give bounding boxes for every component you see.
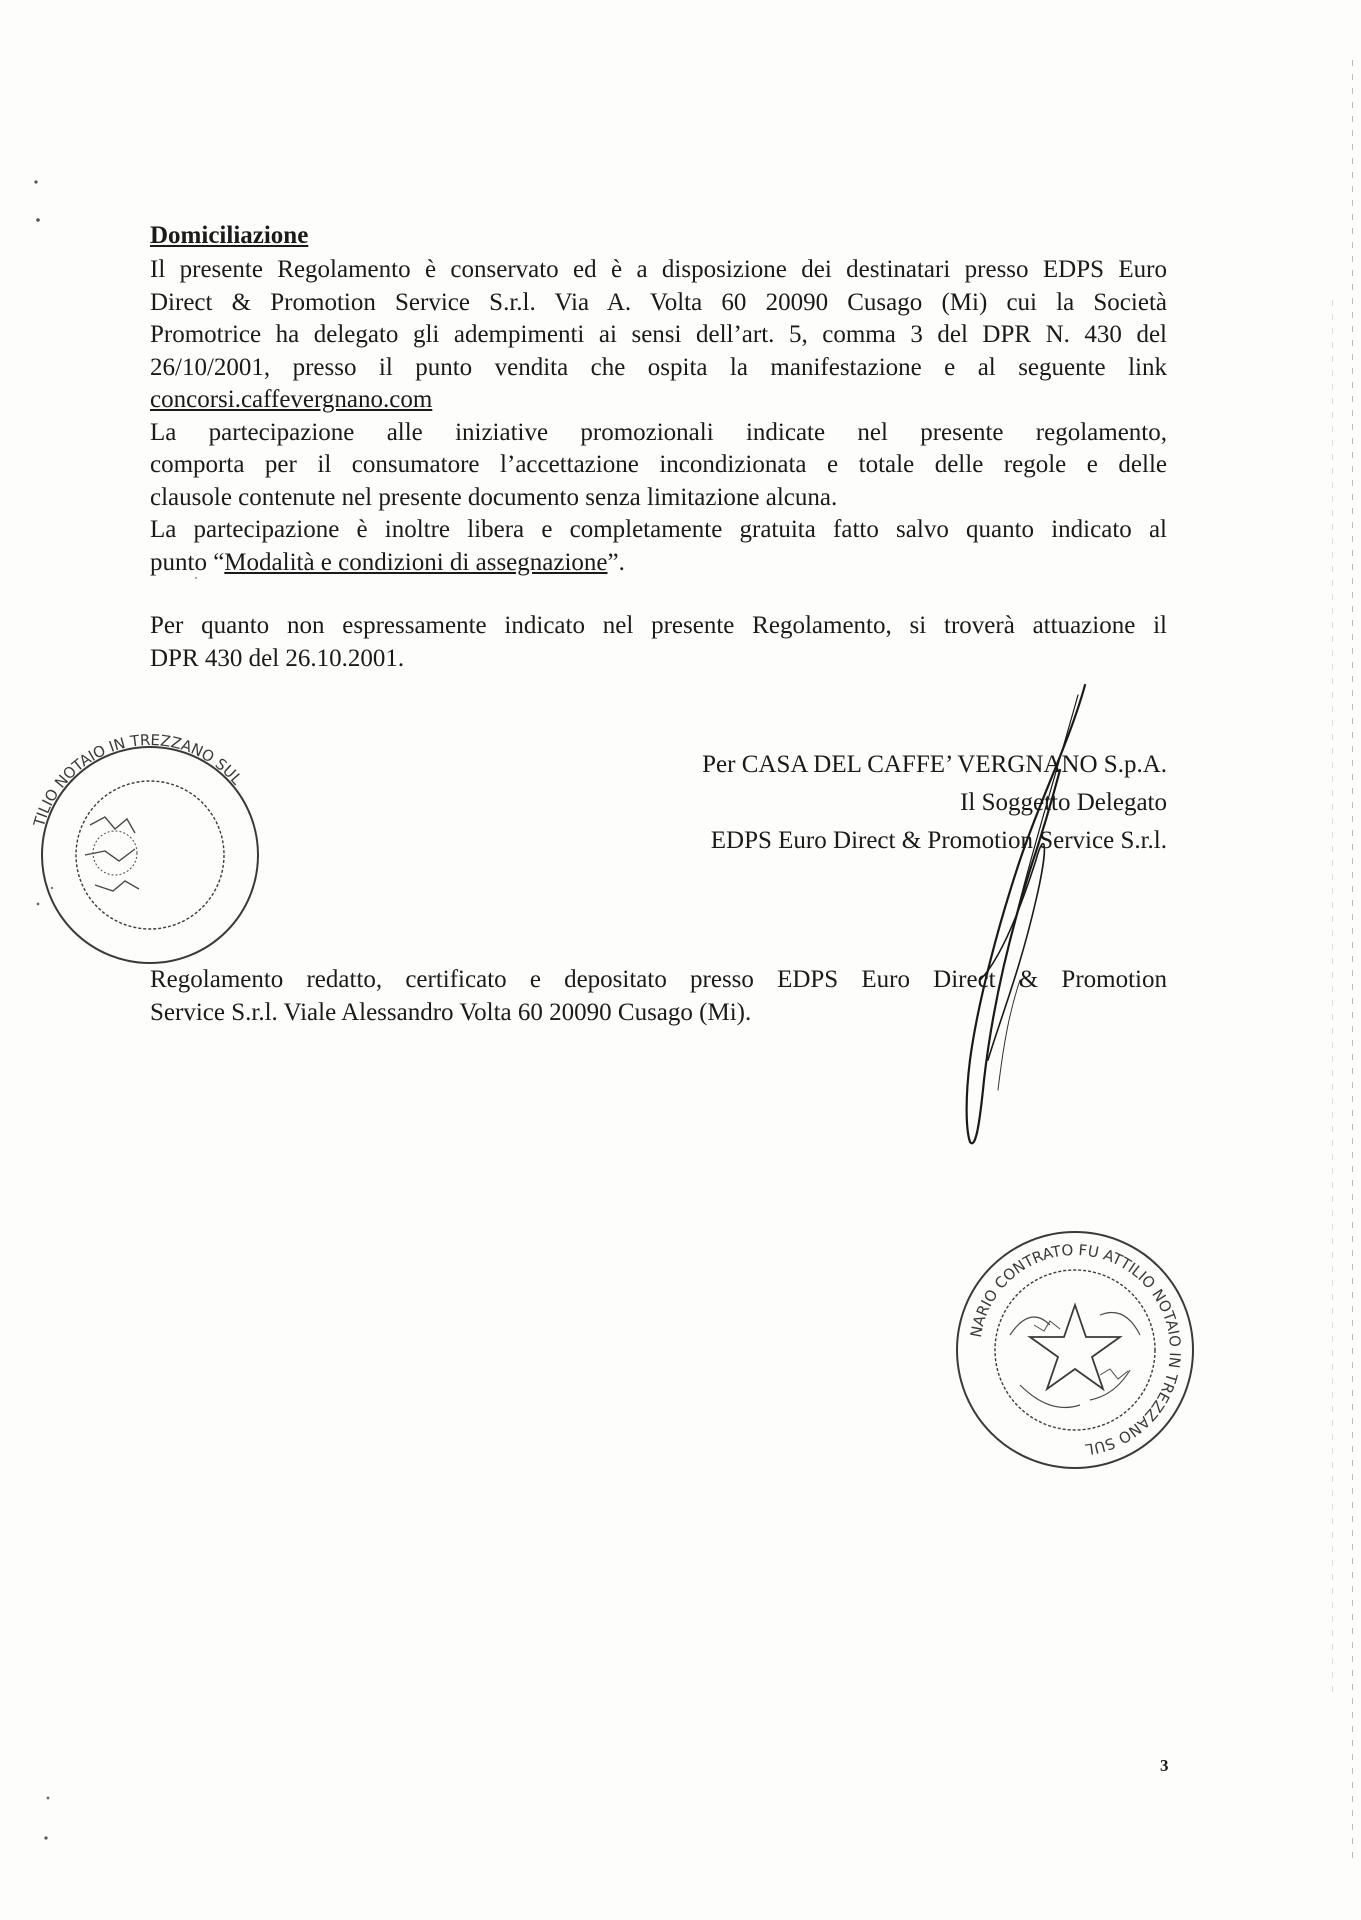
text-line: Regolamento redatto, certificato e depositato presso EDPS Euro Direct & Promotion: [150, 966, 1167, 993]
handwritten-signature: [940, 680, 1100, 1160]
text-line: Il presente Regolamento è conservato ed è a disposizione dei destinatari presso EDPS Euro: [150, 256, 1167, 283]
section-heading: Domiciliazione: [150, 222, 309, 249]
text-fragment: ”.: [607, 548, 625, 576]
text-line: Service S.r.l. Viale Alessandro Volta 60 20090 Cusago (Mi).: [150, 998, 752, 1026]
domicile-paragraph: [150, 254, 1167, 579]
text-line: Per quanto non espressamente indicato nel presente Regolamento, si troverà attuazione il: [150, 612, 1167, 639]
text-line: clausole contenute nel presente documento senza limitazione alcuna.: [150, 483, 838, 511]
website-link[interactable]: concorsi.caffevergnano.com: [150, 386, 433, 413]
text-line: Direct & Promotion Service S.r.l. Via A. Volta 60 20090 Cusago (Mi) cui la Società: [150, 288, 1167, 316]
text-line: La partecipazione alle iniziative promozionali indicate nel presente regolamento,: [150, 418, 1167, 446]
scan-edge-mark: [1352, 60, 1353, 1860]
signature-company: Per CASA DEL CAFFE’ VERGNANO S.p.A.: [702, 751, 1167, 778]
seal-lettering: TILIO NOTAIO IN TREZZANO SUL: [29, 730, 246, 829]
text-line: [150, 547, 1167, 580]
text-fragment: punto “: [150, 548, 225, 576]
text-line: comporta per il consumatore l’accettazione incondizionata e totale delle regole e delle: [150, 451, 1167, 478]
scan-edge-mark: [1332, 300, 1333, 1700]
text-line: DPR 430 del 26.10.2001.: [150, 644, 405, 672]
text-line: 26/10/2001, presso il punto vendita che ospita la manifestazione e al seguente link: [150, 353, 1167, 381]
signature-delegate: EDPS Euro Direct & Promotion Service S.r.l.: [710, 827, 1167, 854]
notary-seal-left: [29, 730, 246, 975]
text-line: [150, 384, 1167, 417]
text-line: La partecipazione è inoltre libera e completamente gratuita fatto salvo quanto indicato al: [150, 516, 1167, 543]
page-number: 3: [1160, 1756, 1169, 1775]
section-reference-link[interactable]: Modalità e condizioni di assegnazione: [224, 548, 608, 576]
seal-lettering: NARIO CONTRATO FU ATTILIO NOTAIO IN TREZZANO SUL: [966, 1240, 1185, 1459]
notary-seal-right: [950, 1225, 1200, 1475]
signature-role: Il Soggetto Delegato: [960, 789, 1167, 816]
reference-paragraph: [150, 610, 1167, 675]
text-line: Promotrice ha delegato gli adempimenti ai sensi dell’art. 5, comma 3 del DPR N. 430 del: [150, 321, 1167, 348]
